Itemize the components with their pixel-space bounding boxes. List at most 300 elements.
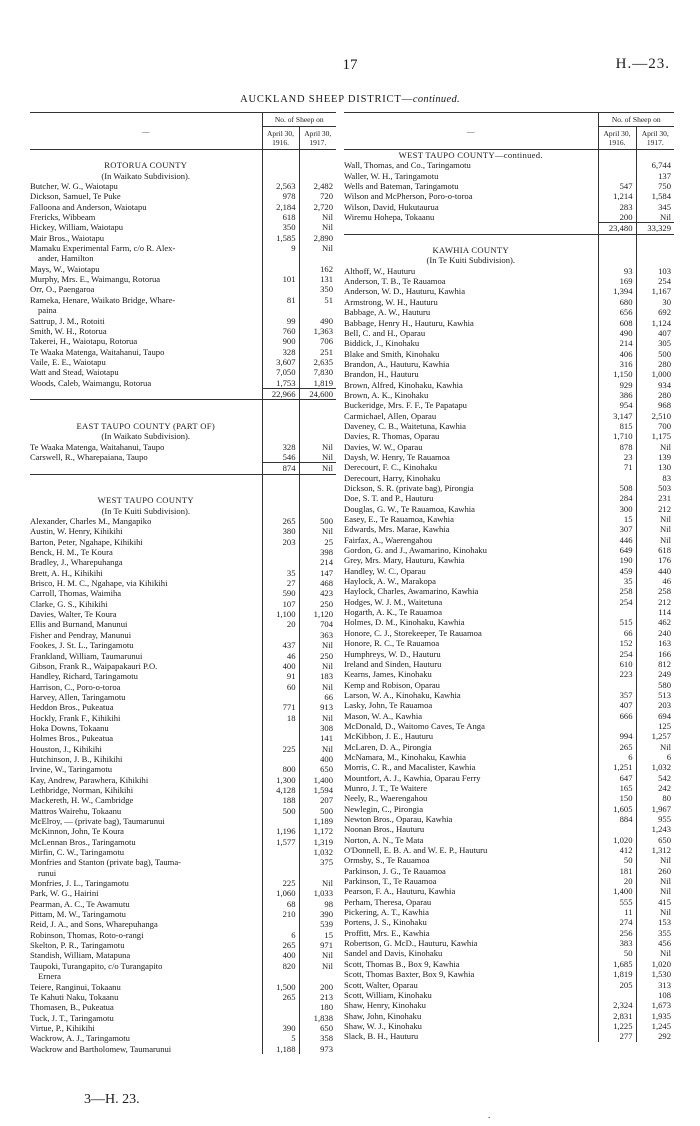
sheep-1916: 66 [598, 628, 636, 638]
sheep-1916: 350 [262, 222, 299, 232]
sheep-1917: 1,243 [636, 824, 674, 834]
owner-name: Smith, W. H., Rotorua [30, 325, 107, 336]
table-row [344, 483, 674, 493]
table-row [30, 284, 336, 294]
sheep-1916: 71 [598, 462, 636, 472]
sheep-1916: 954 [598, 400, 636, 410]
table-row [344, 576, 674, 586]
owner-name: Pearson, F. A., Hauturu, Kawhia [344, 886, 456, 897]
empty-cell [299, 150, 336, 161]
sheep-1916 [262, 723, 299, 733]
sheep-1917: 2,482 [299, 181, 336, 191]
sheep-1916 [598, 721, 636, 731]
sheep-1916 [598, 607, 636, 617]
sheep-1917 [299, 305, 336, 315]
sheep-1917: 153 [636, 917, 674, 927]
table-row [344, 338, 674, 348]
table-row [344, 835, 674, 845]
owner-name: Harrison, C., Poro-o-toroa [30, 681, 121, 692]
empty-cell [299, 400, 336, 411]
sheep-1916 [262, 754, 299, 764]
sheep-1916: 203 [262, 537, 299, 547]
table-row [344, 431, 674, 441]
sheep-1916: 400 [262, 661, 299, 671]
owner-name: Armstrong, W. H., Hauturu [344, 296, 438, 307]
owner-name: Newlegin, C., Pirongia [344, 803, 424, 814]
sheep-header: No. of Sheep on [598, 113, 674, 127]
table-row [30, 367, 336, 377]
sheep-1917: Nil [299, 442, 336, 452]
table-row [30, 547, 336, 557]
sheep-1917: Nil [636, 855, 674, 865]
sheep-1917: 692 [636, 307, 674, 317]
empty-cell [30, 150, 262, 161]
sheep-1916: 4,128 [262, 785, 299, 795]
sheep-1917: 207 [299, 795, 336, 805]
sheep-1916: 1,394 [598, 286, 636, 296]
owner-name: WEST TAUPO COUNTY [97, 495, 194, 506]
sheep-1916: 590 [262, 588, 299, 598]
empty-cell [299, 171, 336, 181]
sheep-1916: 490 [598, 328, 636, 338]
owner-name: Humphreys, W. D., Hauturu [344, 648, 441, 659]
owner-name: Doe, S. T. and P., Hauturu [344, 493, 434, 504]
sheep-1917: Nil [299, 526, 336, 536]
owner-name: McElroy, — (private bag), Taumarunui [30, 816, 165, 826]
sheep-1917: Nil [299, 243, 336, 253]
sheep-1916: 188 [262, 795, 299, 805]
title-continued: continued. [412, 94, 460, 105]
owner-name: Mair Bros., Waiotapu [30, 232, 105, 243]
sheep-1916: 1,500 [262, 982, 299, 992]
owner-name: Scott, Walter, Oparau [344, 979, 418, 990]
owner-name: O'Donnell, E. B. A. and W. E. P., Hauturu [344, 845, 488, 856]
sheep-1916 [262, 919, 299, 929]
sheep-1917: 468 [299, 578, 336, 588]
owner-name: Anderson, W. D., Hauturu, Kawhia [344, 286, 466, 297]
table-row [344, 928, 674, 938]
table-row [30, 713, 336, 723]
sheep-1917: 913 [299, 702, 336, 712]
table-row [30, 702, 336, 712]
owner-name: Babbage, Henry H., Hauturu, Kawhia [344, 317, 474, 328]
empty-cell [262, 495, 299, 505]
sheep-1916: 555 [598, 897, 636, 907]
sheep-1916: 437 [262, 640, 299, 650]
sheep-1916 [262, 557, 299, 567]
owner-name: Newton Bros., Oparau, Kawhia [344, 814, 453, 824]
right-table [344, 112, 674, 1042]
sheep-header: No. of Sheep on [262, 113, 336, 127]
sheep-1916: 23,480 [598, 223, 636, 234]
table-row [344, 969, 674, 979]
owner-name: Ernera [38, 971, 61, 982]
owner-name: Mackereth, H. W., Cambridge [30, 795, 134, 806]
sheep-1917: 1,000 [636, 369, 674, 379]
sheep-1916: 181 [598, 866, 636, 876]
table-row [344, 680, 674, 690]
owner-name: Fisher and Pendray, Manunui [30, 629, 132, 640]
sheep-1916 [598, 680, 636, 690]
owner-name: Te Kahuti Naku, Tokaanu [30, 991, 119, 1002]
page-number: 17 [342, 57, 358, 73]
sheep-1916: 407 [598, 700, 636, 710]
col-1917-header: April 30, 1917. [299, 127, 336, 150]
owner-name: Robertson, G. McD., Hauturu, Kawhia [344, 938, 478, 949]
empty-cell [636, 150, 674, 161]
table-row [30, 971, 336, 981]
owner-name: Mason, W. A., Kawhia [344, 710, 423, 721]
table-row [344, 307, 674, 317]
sheep-1916 [598, 990, 636, 1000]
table-row [30, 305, 336, 315]
sheep-1916 [598, 160, 636, 170]
owner-name: Teiere, Ranginui, Tokaanu [30, 981, 121, 992]
owner-name: Mattros Wairehu, Tokaanu [30, 805, 122, 816]
owner-name: Pickering, A. T., Kawhia [344, 907, 429, 918]
owner-name: Holmes Bros., Pukeatua [30, 733, 114, 744]
table-row [344, 276, 674, 286]
table-row [344, 907, 674, 917]
table-row [344, 555, 674, 565]
owner-name: WEST TAUPO COUNTY—continued. [398, 150, 543, 160]
sheep-1916: 380 [262, 526, 299, 536]
left-table-body [30, 150, 336, 1054]
owner-name: Slack, B. H., Hauturu [344, 1031, 419, 1042]
sheep-1916: 258 [598, 586, 636, 596]
owner-name: Kemp and Robison, Oparau [344, 679, 440, 690]
footer-mark: . [488, 1110, 491, 1120]
sheep-1917: 750 [636, 181, 674, 191]
subdivision-label [344, 255, 674, 265]
table-row [30, 919, 336, 929]
owner-name: Scott, Thomas B., Box 9, Kawhia [344, 958, 460, 969]
table-row [344, 855, 674, 865]
sheep-1916: 994 [598, 731, 636, 741]
table-row [30, 537, 336, 547]
sheep-1917: 2,890 [299, 233, 336, 243]
owner-name: McKinnon, John, Te Koura [30, 826, 124, 837]
table-row [344, 804, 674, 814]
owner-name: (In Te Kuiti Subdivision). [101, 505, 191, 516]
table-row [344, 504, 674, 514]
table-row [30, 992, 336, 1002]
sheep-1916: 2,324 [598, 1000, 636, 1010]
owner-name: Hickey, William, Waiotapu [30, 222, 124, 233]
table-row [30, 692, 336, 702]
owner-name: Shaw, John, Kinohaku [344, 1010, 422, 1021]
table-row [344, 638, 674, 648]
owner-name: Buckeridge, Mrs. F. F., Te Papatapu [344, 400, 467, 411]
table-row [344, 160, 674, 170]
owner-name: (In Waikato Subdivision). [101, 431, 191, 442]
table-row [344, 514, 674, 524]
table-row [30, 837, 336, 847]
sheep-1917: 355 [636, 928, 674, 938]
owner-name: (In Waikato Subdivision). [101, 170, 191, 181]
owner-name: Hutchinson, J. B., Kihikihi [30, 753, 123, 764]
table-row [30, 909, 336, 919]
sheep-1917: 490 [299, 316, 336, 326]
sheep-1917: Nil [299, 744, 336, 754]
sheep-1917: Nil [636, 886, 674, 896]
table-row [30, 961, 336, 971]
page-title [0, 94, 700, 105]
sheep-1916: 27 [262, 578, 299, 588]
empty-cell [262, 411, 299, 421]
table-row [344, 990, 674, 1000]
table-row [344, 442, 674, 452]
col-1916-header: April 30, 1916. [262, 127, 299, 150]
owner-name: paina [38, 305, 57, 316]
sheep-1917: 503 [636, 483, 674, 493]
owner-name: McLennan Bros., Taringamotu [30, 836, 136, 847]
empty-cell [299, 495, 336, 505]
sheep-1917: 363 [299, 630, 336, 640]
table-row [30, 888, 336, 898]
sheep-1916: 874 [262, 463, 299, 474]
sheep-1917: 390 [299, 909, 336, 919]
sheep-1917: 163 [636, 638, 674, 648]
sheep-1916 [262, 857, 299, 867]
table-row [344, 390, 674, 400]
owner-name: ROTORUA COUNTY [104, 160, 188, 171]
sheep-1917: 260 [636, 866, 674, 876]
sheep-1917: 500 [299, 516, 336, 526]
sheep-1916 [262, 816, 299, 826]
sheep-1917: 213 [299, 992, 336, 1002]
sheep-1917: 1,319 [299, 837, 336, 847]
table-row [344, 617, 674, 627]
sheep-1916: 1,188 [262, 1044, 299, 1054]
sheep-1917: 30 [636, 297, 674, 307]
sheep-1917: Nil [636, 212, 674, 223]
table-row [344, 938, 674, 948]
sheep-1916 [262, 971, 299, 981]
sheep-1917: 166 [636, 649, 674, 659]
sheep-1917: 250 [299, 599, 336, 609]
sheep-1916: 400 [262, 950, 299, 960]
owner-name: Heddon Bros., Pukeatua [30, 702, 114, 713]
owner-name: Derecourt, Harry, Kinohaku [344, 472, 441, 483]
owner-name: McNamara, M., Kinohaku, Kawhia [344, 751, 466, 762]
owner-name: Althoff, W., Hauturu [344, 265, 416, 276]
sheep-1917: 183 [299, 671, 336, 681]
sheep-1917: 1,819 [299, 378, 336, 389]
sheep-1916: 1,605 [598, 804, 636, 814]
owner-name: Scott, William, Kinohaku [344, 989, 432, 1000]
sheep-1917: 513 [636, 690, 674, 700]
sheep-1916: 1,400 [598, 886, 636, 896]
table-row [344, 380, 674, 390]
owner-name: McDonald, D., Waitomo Caves, Te Anga [344, 720, 485, 731]
table-row [30, 785, 336, 795]
owner-name: Woods, Caleb, Waimangu, Rotorua [30, 377, 152, 388]
sheep-1917: 955 [636, 814, 674, 824]
sheep-1917: 46 [636, 576, 674, 586]
table-row [30, 651, 336, 661]
owner-name: Mamaku Experimental Farm, c/o R. Alex- [30, 243, 176, 254]
sheep-1916: 316 [598, 359, 636, 369]
table-row [344, 421, 674, 431]
table-row [344, 586, 674, 596]
empty-cell [262, 150, 299, 161]
owner-name: Lasky, John, Te Rauamoa [344, 700, 433, 711]
owner-name: Mountfort, A. J., Kawhia, Oparau Ferry [344, 772, 481, 783]
table-row [30, 619, 336, 629]
owner-name: Takerei, H., Waiotapu, Rotorua [30, 336, 138, 347]
table-row [30, 253, 336, 263]
sheep-1917: 968 [636, 400, 674, 410]
sheep-1916: 6 [598, 752, 636, 762]
sheep-1916: 9 [262, 243, 299, 253]
sheep-1917: 1,312 [636, 845, 674, 855]
sheep-1916 [262, 1013, 299, 1023]
sheep-1916: 3,607 [262, 357, 299, 367]
sheep-1916: 500 [262, 806, 299, 816]
table-row [30, 578, 336, 588]
empty-cell [598, 245, 636, 255]
table-row [344, 566, 674, 576]
empty-cell [262, 506, 299, 516]
sheep-1917: 720 [299, 191, 336, 201]
empty-cell [598, 234, 636, 245]
sheep-1916: 91 [262, 671, 299, 681]
owner-name: Ireland and Sinden, Hauturu [344, 658, 442, 669]
sheep-1916: 610 [598, 659, 636, 669]
empty-cell [344, 223, 598, 234]
owner-name: Davies, W. W., Oparau [344, 441, 423, 452]
sheep-1917: 694 [636, 711, 674, 721]
table-row [30, 826, 336, 836]
sheep-1916: 390 [262, 1023, 299, 1033]
sheep-1916: 1,819 [598, 969, 636, 979]
sheep-1916: 459 [598, 566, 636, 576]
owner-name: McLaren, D. A., Pirongia [344, 741, 432, 752]
spacer-row [30, 150, 336, 161]
sheep-1917: 51 [299, 295, 336, 305]
sheep-1916 [262, 305, 299, 315]
sheep-1917: Nil [299, 222, 336, 232]
table-row [344, 545, 674, 555]
sheep-1916 [262, 847, 299, 857]
sheep-1917: Nil [299, 212, 336, 222]
sheep-1917: 98 [299, 899, 336, 909]
sheep-1917: 1,530 [636, 969, 674, 979]
owner-name: Honore, R. C., Te Rauamoa [344, 638, 440, 649]
sheep-1917: 1,935 [636, 1011, 674, 1021]
owner-name: Gibson, Frank R., Waipapakauri P.O. [30, 660, 158, 671]
sheep-1917: 1,167 [636, 286, 674, 296]
table-row [30, 295, 336, 305]
sheep-1916: 205 [598, 980, 636, 990]
sheep-1917: 1,838 [299, 1013, 336, 1023]
owner-name: Reid, J. A., and Sons, Wharepuhanga [30, 919, 158, 930]
empty-cell [30, 463, 262, 474]
sheep-1916: 225 [262, 744, 299, 754]
sheep-1917: 231 [636, 493, 674, 503]
sheep-1916: 300 [598, 504, 636, 514]
sheep-1916: 878 [598, 442, 636, 452]
owner-name: Sattrup, J. M., Rotoiti [30, 315, 105, 326]
sheep-1916: 328 [262, 442, 299, 452]
owner-name: Daveney, C. B., Waitetuna, Kawhia [344, 420, 466, 431]
sheep-1917: 539 [299, 919, 336, 929]
owner-name: Grey, Mrs. Mary, Hauturu, Kawhia [344, 555, 465, 566]
sheep-1916: 1,214 [598, 191, 636, 201]
sheep-1917: Nil [636, 524, 674, 534]
sheep-1916 [262, 630, 299, 640]
sheep-1917: 114 [636, 607, 674, 617]
empty-cell [636, 245, 674, 255]
sheep-1916: 23 [598, 452, 636, 462]
sheep-1916: 1,251 [598, 762, 636, 772]
sheep-1917: 250 [299, 651, 336, 661]
sheep-1916: 508 [598, 483, 636, 493]
sheep-1916: 93 [598, 266, 636, 276]
sheep-1917: 973 [299, 1044, 336, 1054]
sheep-1917: 398 [299, 547, 336, 557]
owner-name: Mays, W., Waiotapu [30, 263, 100, 274]
owner-name: Standish, William, Matapuna [30, 950, 131, 961]
empty-cell [30, 388, 262, 399]
sheep-1917: Nil [299, 961, 336, 971]
sheep-1917: 358 [299, 1033, 336, 1043]
owner-name: Perham, Theresa, Oparau [344, 896, 432, 907]
owner-name: Babbage, A. W., Hauturu [344, 307, 431, 318]
sheep-1917 [299, 253, 336, 263]
table-row [30, 795, 336, 805]
sheep-1916: 200 [598, 212, 636, 223]
spacer-row [30, 411, 336, 421]
owner-name: Easey, E., Te Rauamoa, Kawhia [344, 514, 454, 525]
right-table-body [344, 150, 674, 1042]
name-header: — [30, 113, 262, 150]
sheep-1916: 283 [598, 202, 636, 212]
table-row [30, 233, 336, 243]
owner-name: Honore, C. J., Storekeeper, Te Rauamoa [344, 627, 482, 638]
sheep-1916: 7,050 [262, 367, 299, 377]
table-row [344, 845, 674, 855]
sheep-1916: 1,753 [262, 378, 299, 389]
empty-cell [299, 411, 336, 421]
owner-name: Frankland, William, Taumarunui [30, 650, 143, 661]
county-heading [30, 160, 336, 170]
owner-name: Hoka Downs, Tokaanu [30, 722, 109, 733]
empty-cell [299, 421, 336, 431]
empty-cell [299, 431, 336, 441]
table-row [30, 181, 336, 191]
table-row [344, 191, 674, 201]
table-row [344, 297, 674, 307]
sheep-1916: 22,966 [262, 388, 299, 399]
sheep-1917: Nil [636, 742, 674, 752]
owner-name: Park, W. G., Hairini [30, 888, 99, 899]
sheep-1917: 1,120 [299, 609, 336, 619]
owner-name: Wells and Bateman, Taringamotu [344, 181, 459, 192]
sheep-1917: 1,020 [636, 959, 674, 969]
table-row [344, 400, 674, 410]
sheep-1916: 1,196 [262, 826, 299, 836]
sheep-1916: 210 [262, 909, 299, 919]
table-row [30, 847, 336, 857]
sheep-1916: 225 [262, 878, 299, 888]
spacer-row [30, 485, 336, 495]
sheep-1916: 99 [262, 316, 299, 326]
sheep-1917: 2,510 [636, 411, 674, 421]
owner-name: Wall, Thomas, and Co., Taringamotu [344, 160, 471, 171]
table-row [344, 783, 674, 793]
